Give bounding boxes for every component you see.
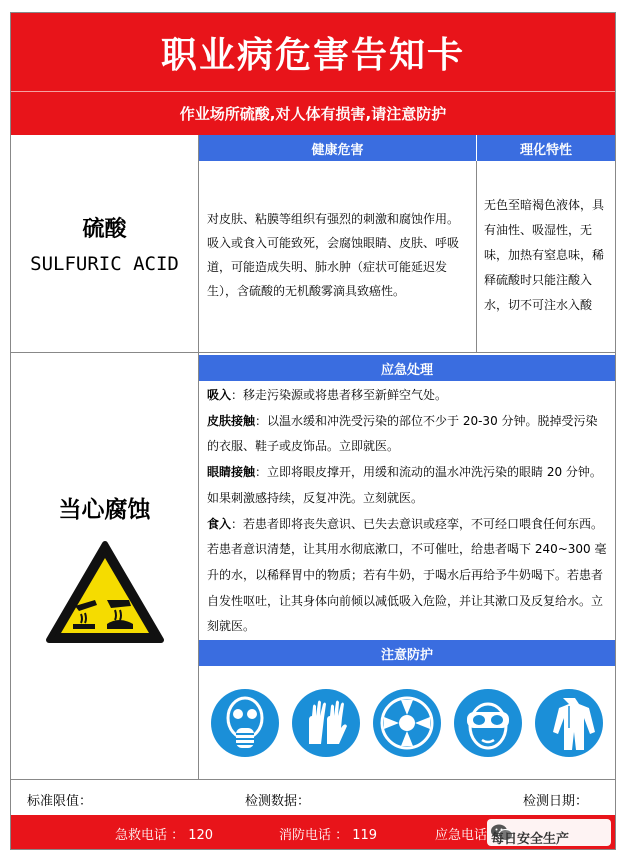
emergency-label: 皮肤接触 xyxy=(207,413,256,428)
protective-gloves-icon xyxy=(291,688,361,758)
physchem-text: 无色至暗褐色液体，具有油性、吸湿性，无味，加热有窒息味，稀释硫酸时只能注酸入水，切不可注水入酸 xyxy=(476,161,615,353)
phone-bar xyxy=(11,815,615,850)
warning-title: 当心腐蚀 xyxy=(58,497,151,523)
test-data-label: 检测数据： xyxy=(245,794,311,809)
footer-fields xyxy=(11,779,615,815)
limit-label: 标准限值： xyxy=(27,794,93,809)
wechat-account-name: 每日安全生产 xyxy=(491,832,570,847)
card-title: 职业病危害告知卡 xyxy=(11,13,615,91)
chemical-name-cn: 硫酸 xyxy=(82,217,127,242)
health-hazard-text: 对皮肤、粘膜等组织有强烈的刺激和腐蚀作用。吸入或食入可能致死，会腐蚀眼睛、皮肤、呼吸道，可能造成失明、肺水肿（症状可能延迟发生），含硫酸的无机酸雾滴具致癌性。 xyxy=(199,161,476,353)
wechat-watermark xyxy=(487,819,611,846)
warning-cell xyxy=(11,353,199,779)
emergency-item xyxy=(207,460,609,511)
protection-header: 注意防护 xyxy=(199,640,615,666)
safety-goggles-icon xyxy=(453,688,523,758)
physchem-header: 理化特性 xyxy=(477,135,615,161)
gas-mask-icon xyxy=(210,688,280,758)
card-subtitle: 作业场所硫酸,对人体有损害,请注意防护 xyxy=(11,91,615,135)
emergency-label: 食入 xyxy=(207,516,232,531)
health-hazard-header: 健康危害 xyxy=(199,135,476,161)
emergency-text: ：以温水缓和冲洗受污染的部位不少于 20-30 分钟。脱掉受污染的衣服、鞋子或皮饰品。立即就医。 xyxy=(207,413,598,454)
emergency-header: 应急处理 xyxy=(199,355,615,381)
emergency-text: ：移走污染源或将患者移至新鲜空气处。 xyxy=(231,388,448,402)
emergency-label: 眼睛接触 xyxy=(207,465,256,480)
chemical-name-en: SULFURIC ACID xyxy=(30,253,179,275)
emergency-section xyxy=(199,381,615,639)
emergency-item xyxy=(207,383,609,409)
ppe-icon-row xyxy=(199,666,615,779)
chemical-name-cell xyxy=(11,135,199,353)
corrosion-warning-icon xyxy=(45,540,165,646)
emergency-label: 吸入 xyxy=(207,388,232,402)
emergency-text: ：立即将眼皮撑开，用缓和流动的温水冲洗污染的眼睛 20 分钟。如果刺激感持续，反复冲洗。立刻就医。 xyxy=(207,465,602,505)
test-date-label: 检测日期： xyxy=(523,794,589,809)
ventilation-icon xyxy=(372,688,442,758)
hazard-notice-card xyxy=(10,12,616,850)
emergency-item xyxy=(207,409,609,460)
emergency-item xyxy=(207,512,609,641)
protective-suit-icon xyxy=(534,688,604,758)
emergency-text: ：若患者即将丧失意识、已失去意识或痉挛，不可经口喂食任何东西。若患者意识清楚，让其用水彻底漱口，不可催吐，给患者喝下 240~300 毫升的水，以稀释胃中的物质；若有牛奶，于喝水后再给予牛奶喝下。若患者自发性呕吐，让其身体向前倾以减低吸入危险，并让其漱口及反复给水。立刻就医。 xyxy=(207,516,607,634)
emergency-phone: 应急电话 xyxy=(435,828,488,843)
first-aid-phone: 急救电话 ： 120 xyxy=(115,828,214,843)
fire-phone: 消防电话 ： 119 xyxy=(279,828,378,843)
